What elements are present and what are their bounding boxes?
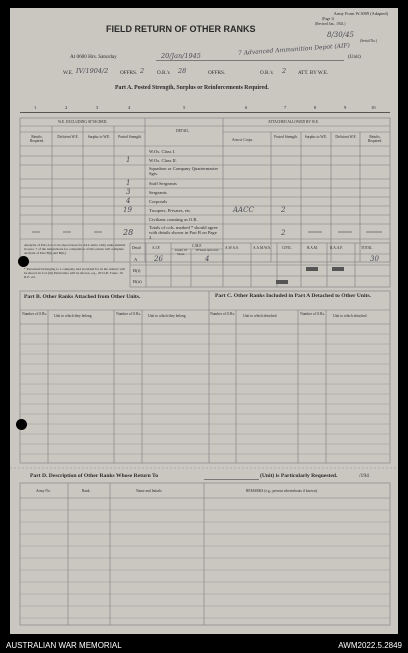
- col-number: 4: [128, 105, 131, 110]
- attached-allowed-label: ATTACHED ALLOWED BY W.E.: [268, 120, 319, 124]
- col-header: Reinfts. Required.: [29, 135, 45, 143]
- posted-value: 1: [126, 156, 131, 164]
- col-header: Surplus to W.E.: [87, 135, 111, 139]
- detail-row: Squadron or Company Quartermaster Sgts.: [149, 166, 219, 176]
- posted-total: 28: [123, 228, 134, 237]
- analysis-row-label: B(ii): [133, 279, 142, 284]
- form-grid-lines: [10, 8, 398, 634]
- col-number: 2: [65, 105, 68, 110]
- part-b-header: Number of O.Rs.: [116, 312, 141, 316]
- part-c-header: Number of O.Rs.: [300, 312, 325, 316]
- offrs2-label: OFFRS.: [208, 70, 226, 76]
- or-label: O.R.'s: [157, 70, 170, 76]
- posted-value: 3: [126, 188, 131, 196]
- punch-hole: [18, 256, 29, 267]
- col-number: 9: [344, 105, 347, 110]
- analysis-note: Analysis of Part A is to be shown here for ALL units. Only units entitled in para. 7 of the instructions for completion of this return will complete analysis of Part B(i) and B(ii).: [24, 243, 126, 256]
- posted-right-total: 2: [281, 229, 286, 237]
- form-title: FIELD RETURN OF OTHER RANKS: [106, 24, 256, 34]
- at-text: At 0600 Hrs. Saturday: [70, 54, 117, 60]
- detail-row: Civilians counting as O.R.: [149, 217, 198, 222]
- arm-corps-value: AACC: [233, 206, 254, 214]
- form-page: [10, 8, 398, 634]
- part-b-header: Number of O.Rs.: [22, 312, 47, 316]
- analysis-note-2: * Personnel belonging to a company and provided for in the returns will be shown in Col (iii) Particulars will be shown, e.g., 20 O.R. Trans. 10 R.E. etc.: [24, 267, 125, 280]
- part-b-header: Unit to which they belong: [148, 314, 186, 318]
- posted-value: 4: [126, 197, 131, 205]
- part-d-header: Name and Initials.: [136, 489, 163, 493]
- col-number: 1: [34, 105, 37, 110]
- we-label: W.E.: [63, 70, 74, 76]
- date-handwritten: 20/Jan/1945: [161, 52, 201, 60]
- analysis-header: Under 18 Years.: [175, 248, 187, 256]
- detail-header: DETAIL.: [176, 129, 190, 133]
- punch-hole: [16, 419, 27, 430]
- col-number: 8: [314, 105, 317, 110]
- detail-row: Totals of cols. marked * should agree with details shown in Part B on Page 2.: [149, 225, 218, 240]
- form-page-label: (Page 1): [322, 17, 335, 21]
- detail-row: W.Os. Class II.: [149, 158, 177, 163]
- part-d-date: /194: [359, 473, 369, 479]
- col-header: Deficient W.E.: [335, 135, 357, 139]
- part-d-header: Rank.: [82, 489, 91, 493]
- col-number: 5: [183, 105, 186, 110]
- part-d-header: REMARKS (e.g., present whereabouts if known).: [246, 489, 318, 493]
- offrs-handwritten: 2: [140, 67, 145, 75]
- part-b-header: Unit to which they belong: [54, 314, 92, 318]
- part-c-header: Unit to which detached.: [243, 314, 278, 318]
- analysis-header: CIVIL: [282, 246, 292, 250]
- form-number: Army Form W.3009 (Adapted): [333, 11, 388, 16]
- footer-accession: AWM2022.5.2849: [338, 641, 402, 650]
- analysis-header: A.A.M.W.S.: [253, 246, 271, 250]
- detail-row: Sergeants: [149, 190, 167, 195]
- col-header: Arm or Corps.: [232, 138, 253, 142]
- analysis-aif: 26: [154, 255, 163, 263]
- detail-row: Corporals: [149, 199, 168, 204]
- col-number: 3: [96, 105, 99, 110]
- analysis-header: 18 Years and over.: [195, 248, 219, 252]
- part-d-header: Army No.: [36, 489, 51, 493]
- col-header: Surplus to W.E.: [304, 135, 328, 139]
- footer-source: AUSTRALIAN WAR MEMORIAL: [6, 641, 122, 650]
- or-handwritten: 28: [178, 67, 187, 75]
- part-d-title-2: (Unit) is Particularly Requested.: [260, 473, 338, 479]
- analysis-over18: 4: [205, 255, 210, 263]
- analysis-row-label: B(i): [133, 268, 141, 273]
- part-c-header: Unit to which detached.: [333, 314, 368, 318]
- posted-value: 19: [123, 206, 132, 214]
- analysis-header: TOTAL: [361, 246, 373, 250]
- analysis-row-label: A: [134, 257, 138, 262]
- analysis-total: 30: [370, 255, 379, 263]
- serial-handwritten: 8/30/45: [327, 31, 354, 39]
- col-number: 6: [245, 105, 248, 110]
- part-a-title: Part A. Posted Strength, Surplus or Reinforcements Required.: [115, 85, 269, 91]
- col-header: Posted Strength.: [118, 135, 142, 139]
- we-handwritten: IV/1904/2: [76, 67, 109, 75]
- offrs-label: OFFRS.: [120, 70, 138, 76]
- form-revised: (Revised Jan., 1943.): [315, 22, 346, 26]
- col-number: 7: [284, 105, 287, 110]
- cmf-label: C.M.F.: [192, 244, 202, 248]
- col-header: Reinfts. Required.: [367, 135, 383, 143]
- analysis-header: A.W.A.S.: [225, 246, 239, 250]
- or2-label: O.R.'s: [260, 70, 273, 76]
- or2-handwritten: 2: [282, 67, 287, 75]
- col-header: Posted Strength.: [274, 135, 298, 139]
- analysis-header: R.A.A.F.: [330, 246, 343, 250]
- col-header: Deficient W.E.: [57, 135, 79, 139]
- part-d-title: Part D. Description of Other Ranks Whose Return To: [30, 473, 158, 479]
- serial-label: (Serial No.): [360, 39, 377, 43]
- analysis-header: Detail: [132, 246, 141, 250]
- analysis-header: B.A.M.: [307, 246, 318, 250]
- detail-row: Staff Sergeants: [149, 181, 177, 186]
- part-c-header: Number of O.Rs.: [210, 312, 235, 316]
- we-excl-label: W.E. EXCLUDING ATTACHED.: [58, 120, 108, 124]
- att-label: ATT. BY W.E.: [298, 70, 329, 76]
- detail-row: Troopers, Privates, etc.: [149, 208, 192, 213]
- col-number: 10: [371, 105, 376, 110]
- posted-value: 1: [126, 179, 131, 187]
- analysis-header: A.I.F.: [152, 246, 161, 250]
- part-b-title: Part B. Other Ranks Attached from Other Units.: [24, 294, 141, 300]
- detail-row: W.Os. Class I.: [149, 149, 176, 154]
- posted-right-value: 2: [281, 206, 286, 214]
- unit-handwritten: 7 Advanced Ammunition Depot (AIF): [237, 42, 351, 57]
- part-c-title: Part C. Other Ranks Included in Part A Detached to Other Units.: [215, 293, 371, 299]
- unit-label: (Unit): [348, 54, 361, 60]
